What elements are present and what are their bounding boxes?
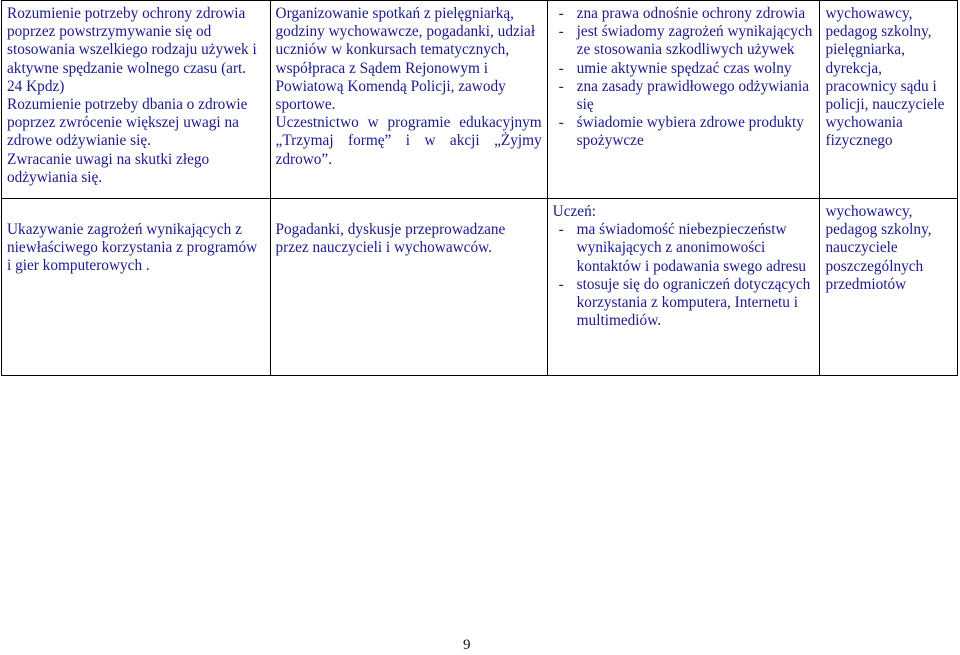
list-item: - stosuje się do ograniczeń dotyczących korzystania z komputera, Internetu i multimediów.	[553, 276, 815, 331]
activities-text: Organizowanie spotkań z pielęgniarką, godziny wychowawcze, pogadanki, udział uczniów w konkursach tematycznych, współpraca z Sądem Rejonowym i Powiatową Komendą Policji, zawody sportowe.	[275, 5, 536, 114]
goal-text: Rozumienie potrzeby ochrony zdrowia poprzez powstrzymywanie się od stosowania wszelkiego rodzaju używek i aktywne spędzanie wolnego czasu (art. 24 Kpdz)	[7, 5, 257, 95]
list-item: - zna zasady prawidłowego odżywiania się	[553, 78, 815, 114]
goal-text: Zwracanie uwagi na skutki złego odżywiania się.	[7, 150, 210, 186]
effects-list	[553, 221, 815, 330]
list-item: - ma świadomość niebezpieczeństw wynikających z anonimowości kontaktów i podawania swego adresu	[553, 221, 815, 276]
goal-text: Ukazywanie zagrożeń wynikających z niewłaściwego korzystania z programów i gier komputerowych .	[7, 221, 258, 275]
goal-text: Rozumienie potrzeby dbania o zdrowie poprzez zwrócenie większej uwagi na zdrowe odżywianie się.	[7, 96, 248, 150]
effects-intro: Uczeń:	[552, 203, 596, 220]
activities-cell	[270, 1, 547, 199]
list-item: - świadomie wybiera zdrowe produkty spożywcze	[553, 114, 815, 150]
activities-text: Pogadanki, dyskusje przeprowadzane przez nauczycieli i wychowawców.	[275, 221, 506, 257]
plan-table	[1, 0, 958, 376]
activities-text: Uczestnictwo w programie edukacyjnym „Trzymaj formę” i w akcji „Żyjmy zdrowo”.	[275, 114, 542, 168]
effects-cell	[547, 199, 820, 376]
list-item: - umie aktywnie spędzać czas wolny	[553, 60, 815, 78]
responsible-text: wychowawcy, pedagog szkolny, nauczyciele poszczególnych przedmiotów	[825, 203, 932, 293]
table-row	[2, 199, 958, 376]
responsible-text: wychowawcy, pedagog szkolny, pielęgniarka, dyrekcja, pracownicy sądu i policji, nauczyciele wychowania fizycznego	[825, 5, 945, 150]
list-item: - zna prawa odnośnie ochrony zdrowia	[553, 5, 815, 23]
page-number: 9	[463, 637, 471, 653]
goal-cell	[2, 1, 271, 199]
activities-cell	[270, 199, 547, 376]
list-item: - jest świadomy zagrożeń wynikających ze stosowania szkodliwych używek	[553, 23, 815, 59]
responsible-cell	[820, 1, 958, 199]
responsible-cell	[820, 199, 958, 376]
table-row	[2, 1, 958, 199]
goal-cell	[2, 199, 271, 376]
effects-cell	[547, 1, 820, 199]
effects-list	[553, 5, 815, 151]
